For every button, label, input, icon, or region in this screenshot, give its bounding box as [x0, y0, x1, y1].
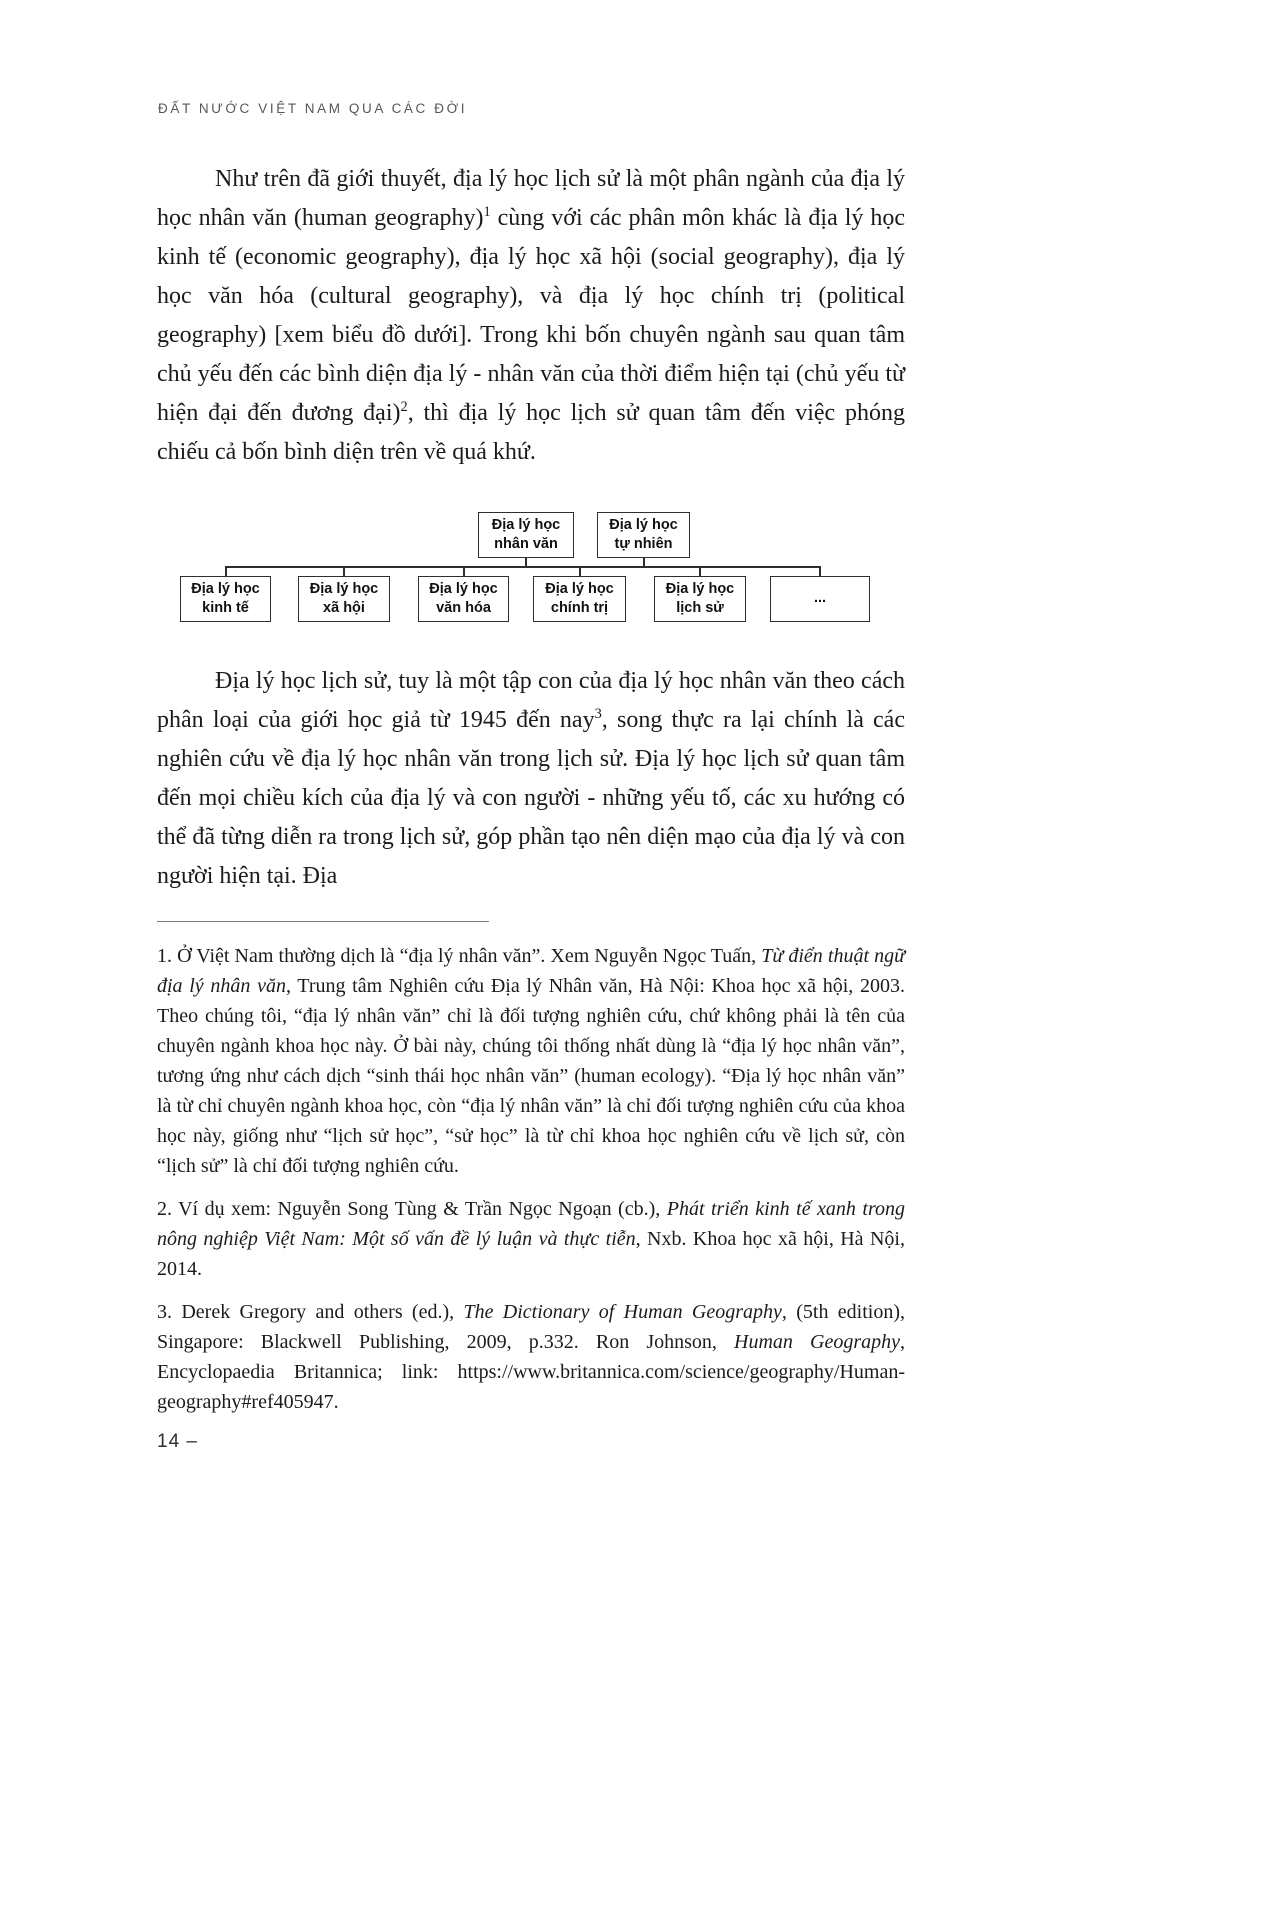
- connector-stub-physical: [643, 558, 645, 567]
- diagram-box-label: Địa lý học: [491, 516, 561, 533]
- diagram-box-label: nhân văn: [494, 536, 558, 552]
- footnote-2: 2. Ví dụ xem: Nguyễn Song Tùng & Trần Ngọc Ngoạn (cb.), Phát triển kinh tế xanh trong nông nghiệp Việt Nam: Một số vấn đề lý luận và thực tiễn, Nxb. Khoa học xã hội, Hà Nội, 2014.: [157, 1198, 906, 1280]
- diagram-box-label: tự nhiên: [614, 536, 673, 552]
- diagram-box-label: Địa lý học: [545, 580, 614, 597]
- diagram-box-label: lịch sử: [676, 600, 724, 616]
- diagram-box-social-geography: [298, 576, 390, 622]
- diagram-box-label: chính trị: [550, 600, 609, 616]
- diagram-box-political-geography: [533, 576, 626, 622]
- diagram-box-label: Địa lý học: [191, 580, 260, 597]
- diagram-box-cultural-geography: [418, 576, 509, 622]
- footnote-separator: [157, 921, 489, 922]
- diagram-box-human-geography: [478, 512, 574, 558]
- connector-horizontal-line: [225, 566, 821, 568]
- running-header: ĐẤT NƯỚC VIỆT NAM QUA CÁC ĐỜI: [158, 101, 468, 116]
- page-number: 14 –: [157, 1431, 198, 1452]
- connector-stub-human: [525, 558, 527, 567]
- diagram-box-label: kinh tế: [202, 600, 249, 616]
- diagram-box-label: Địa lý học: [309, 580, 379, 597]
- diagram-box-label: xã hội: [323, 600, 365, 616]
- footnotes-block: [157, 941, 905, 1430]
- diagram-box-label: ...: [813, 590, 827, 607]
- paragraph-1: Như trên đã giới thuyết, địa lý học lịch sử là một phân ngành của địa lý học nhân văn (human geography)$^1$ cùng với các phân môn khác là địa lý học kinh tế (economic geography), địa lý học xã hội (social geography), địa lý học văn hóa (cultural geography), và địa lý học chính trị (political geography) [xem biểu đồ dưới]. Trong khi bốn chuyên ngành sau quan tâm chủ yếu đến các bình diện địa lý - nhân văn của thời điểm hiện tại (chủ yếu từ hiện đại đến đương đại)$^2$, thì địa lý học lịch sử quan tâm đến việc phóng chiếu cả bốn bình diện trên về quá khứ.: [157, 166, 905, 465]
- geography-taxonomy-diagram: [157, 510, 905, 632]
- diagram-box-label: Địa lý học: [665, 580, 735, 597]
- diagram-box-physical-geography: [597, 512, 690, 558]
- diagram-box-label: văn hóa: [436, 600, 491, 616]
- footnote-1: 1. Ở Việt Nam thường dịch là “địa lý nhân văn”. Xem Nguyễn Ngọc Tuấn, Từ điển thuật ngữ địa lý nhân văn, Trung tâm Nghiên cứu Địa lý Nhân văn, Hà Nội: Khoa học xã hội, 2003. Theo chúng tôi, “địa lý nhân văn” chỉ là đối tượng nghiên cứu, chứ không phải là tên của chuyên ngành khoa học này. Ở bài này, chúng tôi thống nhất dùng là “địa lý học nhân văn”, tương ứng như cách dịch “sinh thái học nhân văn” (human ecology). “Địa lý học nhân văn” là từ chỉ chuyên ngành khoa học, còn “địa lý nhân văn” là chỉ đối tượng nghiên cứu của khoa học này, giống như “lịch sử học”, “sử học” là từ chỉ khoa học nghiên cứu về lịch sử, còn “lịch sử” là chỉ đối tượng nghiên cứu.: [157, 945, 905, 1177]
- diagram-box-ellipsis: [770, 576, 870, 622]
- diagram-box-label: Địa lý học: [429, 580, 498, 597]
- diagram-box-label: Địa lý học: [609, 516, 678, 533]
- diagram-box-historical-geography: [654, 576, 746, 622]
- diagram-box-economic-geography: [180, 576, 271, 622]
- footnote-3: 3. Derek Gregory and others (ed.), The Dictionary of Human Geography, (5th edition), Singapore: Blackwell Publishing, 2009, p.332. Ron Johnson, Human Geography, Encyclopaedia Britannica; link: https://www.britannica.com/science/geography/Human-geography#ref405947.: [157, 1301, 905, 1413]
- paragraph-2: Địa lý học lịch sử, tuy là một tập con của địa lý học nhân văn theo cách phân loại của giới học giả từ 1945 đến nay$^3$, song thực ra lại chính là các nghiên cứu về địa lý học nhân văn trong lịch sử. Địa lý học lịch sử quan tâm đến mọi chiều kích của địa lý và con người - những yếu tố, các xu hướng có thể đã từng diễn ra trong lịch sử, góp phần tạo nên diện mạo của địa lý và con người hiện tại. Địa: [157, 668, 905, 889]
